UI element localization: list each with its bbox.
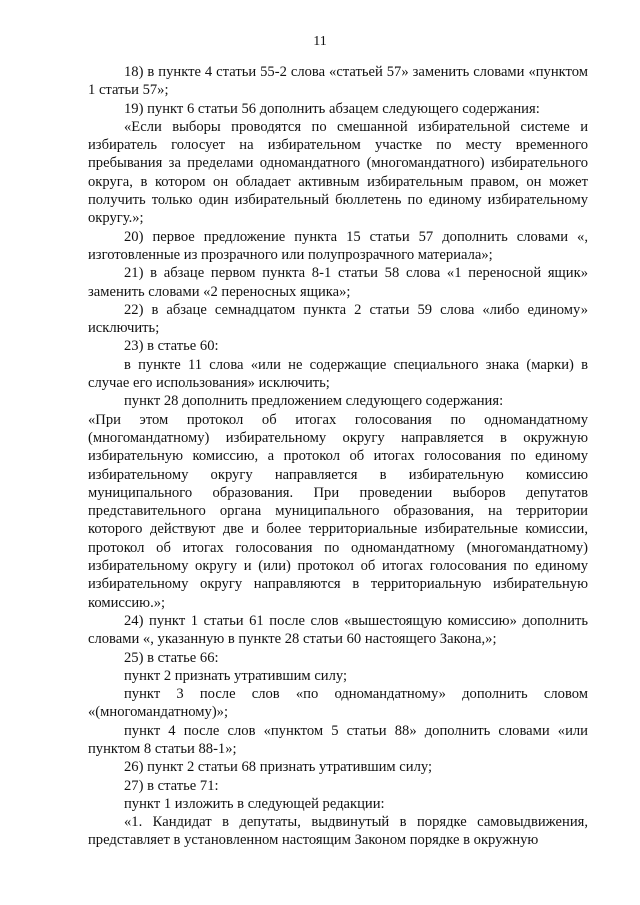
- paragraph-25-point-2: пункт 2 признать утратившим силу;: [124, 667, 348, 684]
- paragraph-24: 24) пункт 1 статьи 61 после слов «вышестоящую комиссию» дополнить словами «, указанную в пункте 28 статьи 60 настоящего Закона,»;: [88, 612, 588, 648]
- paragraph-19-quote: «Если выборы проводятся по смешанной избирательной системе и избиратель голосует на избирательном участке по месту временного пребывания за пределами одномандатного (многомандатного) избирательного округа, в котором он обладает активным избирательным правом, он может получить только один избирательный бюллетень по единому избирательному округу.»;: [88, 118, 588, 227]
- paragraph-25-point-4: пункт 4 после слов «пунктом 5 статьи 88» дополнить словами «или пунктом 8 статьи 88-1»;: [88, 722, 588, 757]
- paragraph-22: 22) в абзаце семнадцатом пункта 2 статьи 59 слова «либо единому» исключить;: [88, 301, 588, 337]
- paragraph-23: 23) в статье 60:: [124, 338, 219, 355]
- page-number: 11: [313, 34, 327, 49]
- paragraph-20: 20) первое предложение пункта 15 статьи 57 дополнить словами «, изготовленные из прозрачного или полупрозрачного материала»;: [88, 228, 588, 263]
- body-text: [88, 63, 588, 850]
- paragraph-26: 26) пункт 2 статьи 68 признать утратившим силу;: [124, 759, 433, 776]
- paragraph-25-point-3: пункт 3 после слов «по одномандатному» дополнить словом «(многомандатному)»;: [88, 686, 588, 721]
- paragraph-23-point-11: в пункте 11 слова «или не содержащие специального знака (марки) в случае его использования» исключить;: [88, 356, 588, 392]
- paragraph-25: 25) в статье 66:: [124, 649, 219, 666]
- paragraph-19: 19) пункт 6 статьи 56 дополнить абзацем следующего содержания:: [124, 100, 540, 117]
- paragraph-27-quote: «1. Кандидат в депутаты, выдвинутый в порядке самовыдвижения, представляет в установленном настоящим Законом порядке в окружную: [88, 814, 588, 849]
- paragraph-21: 21) в абзаце первом пункта 8-1 статьи 58 слова «1 переносной ящик» заменить словами «2 переносных ящика»;: [88, 265, 588, 300]
- paragraph-27-point-1: пункт 1 изложить в следующей редакции:: [124, 795, 385, 812]
- paragraph-23-point-28: пункт 28 дополнить предложением следующего содержания:: [124, 393, 504, 410]
- paragraph-27: 27) в статье 71:: [124, 777, 219, 794]
- paragraph-23-quote: «При этом протокол об итогах голосования по одномандатному (многомандатному) избирательному округу направляется в окружную избирательную комиссию, а протокол об итогах голосования по единому избирательному округу направляется в избирательную комиссию муниципального образования. При проведении выборов депутатов представительного органа муниципального образования, на территории которого действуют две и более территориальные избирательные комиссии, протокол об итогах голосования по одномандатному (многомандатному) избирательному округу и (или) протокол об итогах голосования по единому избирательному округу направляются в территориальную избирательную комиссию.»;: [88, 411, 588, 611]
- paragraph-18: 18) в пункте 4 статьи 55-2 слова «статьей 57» заменить словами «пунктом 1 статьи 57»;: [88, 64, 588, 99]
